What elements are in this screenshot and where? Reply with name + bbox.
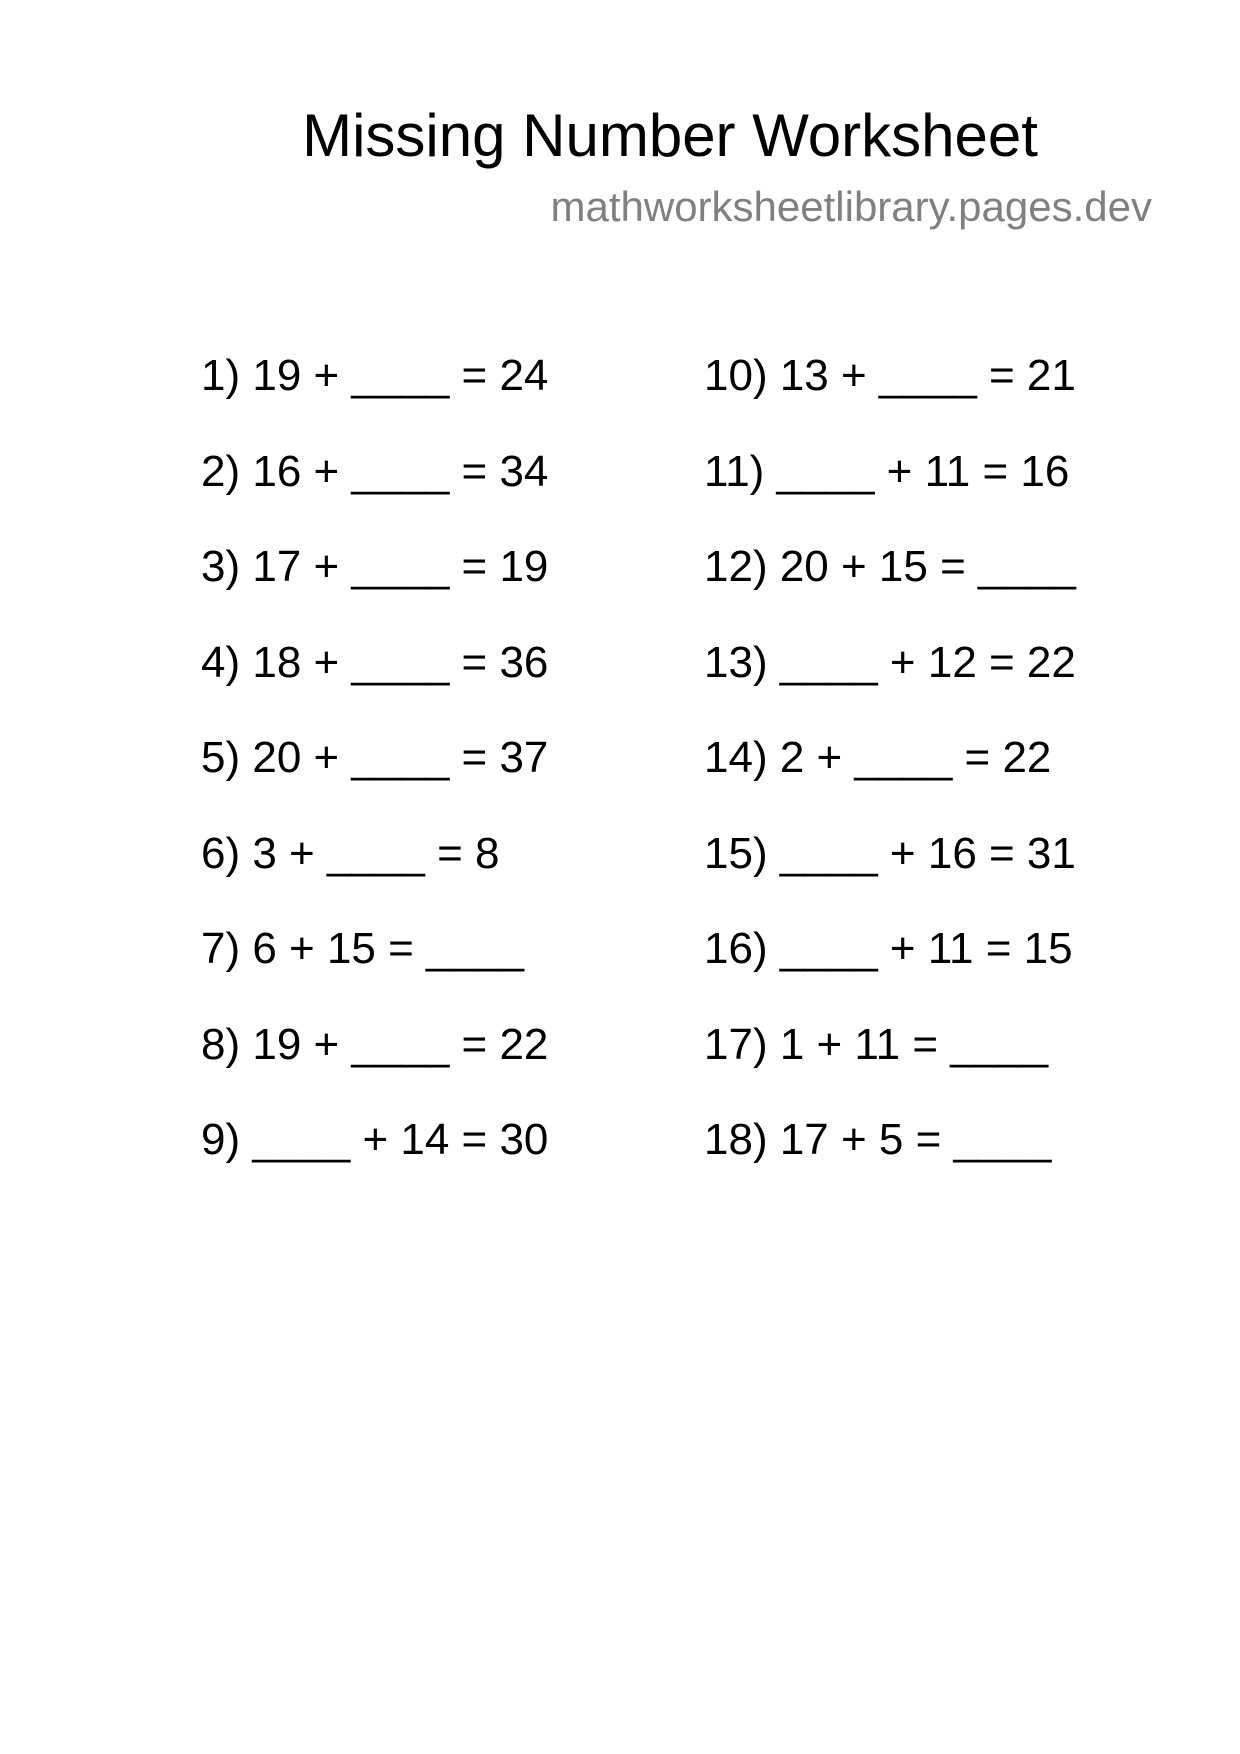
site-url: mathworksheetlibrary.pages.dev xyxy=(550,183,1152,230)
problem: 17) 1 + 11 = ____ xyxy=(704,1019,1049,1069)
problem: 9) ____ + 14 = 30 xyxy=(201,1115,549,1164)
problem: 7) 6 + 15 = ____ xyxy=(201,924,524,973)
problem: 2) 16 + ____ = 34 xyxy=(201,446,549,496)
problem: 3) 17 + ____ = 19 xyxy=(201,542,549,591)
problem: 4) 18 + ____ = 36 xyxy=(201,637,549,687)
problem: 18) 17 + 5 = ____ xyxy=(704,1115,1052,1164)
problem-column-left xyxy=(201,345,548,1205)
problem: 14) 2 + ____ = 22 xyxy=(704,733,1052,782)
problem: 5) 20 + ____ = 37 xyxy=(201,733,549,782)
problem: 1) 19 + ____ = 24 xyxy=(201,351,549,400)
problem: 10) 13 + ____ = 21 xyxy=(704,351,1076,400)
problem: 13) ____ + 12 = 22 xyxy=(704,637,1076,687)
problem: 11) ____ + 11 = 16 xyxy=(704,446,1070,496)
problem: 15) ____ + 16 = 31 xyxy=(704,828,1076,878)
problem: 12) 20 + 15 = ____ xyxy=(704,542,1076,591)
problem-column-right xyxy=(704,345,1076,1205)
problem: 16) ____ + 11 = 15 xyxy=(704,924,1073,973)
worksheet-title: Missing Number Worksheet xyxy=(302,102,1038,169)
problem: 6) 3 + ____ = 8 xyxy=(201,828,500,878)
problem: 8) 19 + ____ = 22 xyxy=(201,1019,549,1069)
